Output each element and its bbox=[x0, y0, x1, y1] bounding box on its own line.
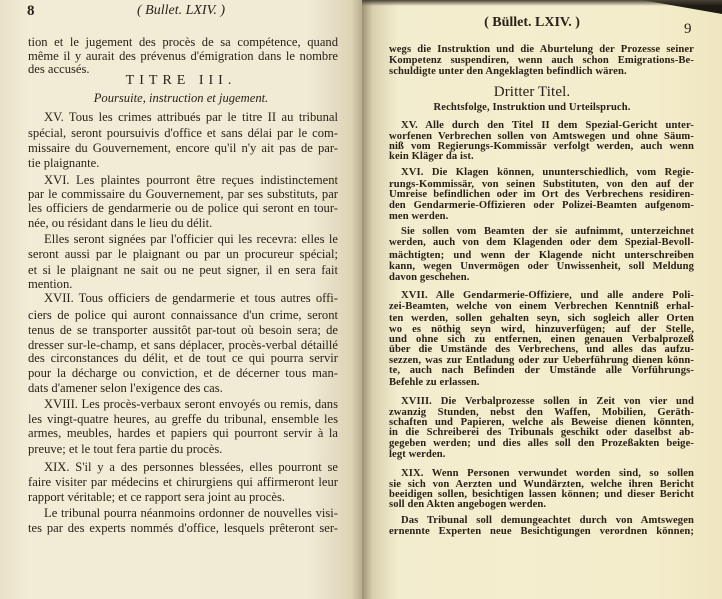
text-line: preuve; et le tout fera partie du procès. bbox=[28, 441, 223, 456]
text-line: davon geschehen. bbox=[389, 272, 470, 283]
text-line: tes par des experts nommés d'office, lesquels prêteront ser- bbox=[28, 520, 338, 535]
text-line: dats d'amener selon l'exigence des cas. bbox=[28, 380, 223, 395]
text-line: ten werden, sollen gehalten seyn, sich sogleich aller Orten bbox=[389, 313, 694, 324]
text-line: Elles seront signées par l'officier qui les recevra: elles le bbox=[44, 231, 338, 246]
text-line: in die Schreiberei des Tribunals geschikt oder daselbst ab- bbox=[389, 427, 694, 438]
text-line: armes, meubles, hardes et papiers qui pourront servir à la bbox=[28, 425, 338, 440]
text-line: worfenen Verbrechen sollen von Amtswegen und ohne Säum- bbox=[389, 131, 694, 142]
section-title: TITRE III. bbox=[125, 72, 237, 88]
text-line: XVIII. Les procès-verbaux seront envoyés ou remis, dans bbox=[44, 396, 338, 411]
text-line: Umreise befindlichen oder im Ort des Verbrechens residiren- bbox=[389, 189, 694, 200]
text-line: und ohne sich zu entfernen, einen genauen Verbalprozeß bbox=[389, 334, 694, 345]
text-line: seront aussi par le plaignant ou par un procureur spécial; bbox=[28, 246, 338, 261]
text-line: XVI. Die Klagen können, ununterschiedlich, vom Regie- bbox=[401, 167, 694, 178]
text-line: tenus de se transporter aussitôt par-tout où besoin sera; de bbox=[28, 322, 338, 337]
text-line: niß vom Regierungs-Kommissär verfolgt werden, auch wenn bbox=[389, 141, 694, 152]
text-line: gegeben werden; und dies alles soll den Prozeßakten beige- bbox=[389, 438, 694, 449]
text-line: mächtigten; und wenn der Klagende nicht unterschreiben bbox=[389, 250, 694, 261]
text-line: dresser sur-le-champ, et sans déplacer, procès-verbal détaillé bbox=[28, 337, 338, 352]
running-header: ( Bullet. LXIV. ) bbox=[136, 3, 225, 18]
text-line: spécial, seront poursuivis d'office et sans délai par le com- bbox=[28, 125, 338, 140]
text-line: ernennte Experten neue Besichtigungen verordnen können; bbox=[389, 526, 694, 537]
text-line: men werden. bbox=[389, 211, 449, 222]
text-line: des accusés. bbox=[28, 61, 90, 76]
text-line: Le tribunal pourra néanmoins ordonner de nouvelles visi- bbox=[44, 505, 338, 520]
text-line: des circonstances du délit, et de tout ce qui pourra servir bbox=[28, 350, 338, 365]
section-title: Dritter Titel. bbox=[493, 84, 571, 100]
text-line: même il y aurait des prévenus d'émigration dans le nombre bbox=[28, 48, 338, 63]
text-line: par le commissaire du Gouvernement, par ses substituts, par bbox=[28, 186, 338, 201]
text-line: XV. Alle durch den Titel II dem Spezial-Gericht unter- bbox=[401, 120, 694, 131]
text-line: kann, wegen Unvermögen oder Unwissenheit, soll Meldung bbox=[389, 261, 694, 272]
text-line: XV. Tous les crimes attribués par le titre II au tribunal bbox=[44, 109, 338, 124]
text-line: XVII. Alle Gendarmerie-Offiziere, und alle andere Poli- bbox=[401, 290, 694, 301]
text-line: mention. bbox=[28, 276, 73, 291]
text-line: et si le plaignant ne sait ou ne peut signer, il en sera fait bbox=[28, 262, 338, 277]
text-line: XIX. S'il y a des personnes blessées, elles pourront se bbox=[44, 459, 338, 474]
page-number: 8 bbox=[27, 3, 35, 19]
text-line: zei-Beamten, welche von einem Verbrechen Kenntniß erhal- bbox=[389, 301, 694, 312]
text-line: wegs die Instruktion und die Aburtelung der Prozesse seiner bbox=[389, 44, 694, 55]
text-line: XVI. Les plaintes pourront être reçues indistinctement bbox=[44, 172, 338, 187]
text-line: tie plaignante. bbox=[28, 155, 100, 170]
text-line: sezzen, was zur Entladung oder zur Ueberführung dienen könn- bbox=[389, 355, 694, 366]
text-line: les officiers de gendarmerie ou de police qui seront en tour- bbox=[28, 200, 338, 215]
text-line: XVIII. Die Verbalprozesse sollen in Zeit von vier und bbox=[401, 396, 694, 407]
text-line: XIX. Wenn Personen verwundet worden sind, so sollen bbox=[401, 468, 694, 479]
text-line: née, ou résidant dans le lieu du délit. bbox=[28, 215, 213, 230]
page-number: 9 bbox=[684, 21, 692, 37]
text-line: faire visiter par médecins et chirurgiens qui affirmeront leur bbox=[28, 474, 338, 489]
text-line: soll den Akten angebogen werden. bbox=[389, 499, 547, 510]
text-line: Das Tribunal soll demungeachtet durch von Amtswegen bbox=[401, 515, 694, 526]
text-line: kein Kläger da ist. bbox=[389, 151, 474, 162]
text-line: XVII. Tous officiers de gendarmerie et tous autres offi- bbox=[44, 290, 338, 305]
text-line: schuldigte unter den Angeklagten befindlich wären. bbox=[389, 66, 627, 77]
text-line: Befehle zu erlassen. bbox=[389, 377, 480, 388]
text-line: rungs-Kommissär, von seinen Substituten, von den auf der bbox=[389, 179, 694, 190]
text-line: sie sich von Aerzten und Wundärzten, welche ihren Bericht bbox=[389, 479, 694, 490]
text-line: ciers de police qui auront connaissance d'un crime, seront bbox=[28, 307, 338, 322]
binding-shadow bbox=[362, 0, 722, 6]
text-line: wo es nöthig seyn wird, hinzuverfügen; auf der Stelle, bbox=[389, 324, 694, 335]
text-line: beeidigen sollen, besichtigen lassen können; und dieser Bericht bbox=[389, 489, 694, 500]
text-line: les vingt-quatre heures, au greffe du tribunal, ensemble les bbox=[28, 411, 338, 426]
text-line: tion et le jugement des procès de sa compétence, quand bbox=[28, 34, 338, 49]
text-line: Sie sollen vom Beamten der sie aufnimmt, unterzeichnet bbox=[401, 226, 694, 237]
text-line: zwanzig Stunden, nebst den Waffen, Mobilien, Geräth- bbox=[389, 407, 694, 418]
text-line: legt werden. bbox=[389, 449, 446, 460]
section-subtitle: Poursuite, instruction et jugement. bbox=[93, 90, 269, 105]
running-header: ( Büllet. LXIV. ) bbox=[484, 15, 580, 30]
section-subtitle: Rechtsfolge, Instruktion und Urteilspruch. bbox=[433, 102, 631, 113]
text-line: schaften und Papieren, welche als Beweise dienen könnten, bbox=[389, 417, 694, 428]
text-line: pour la décharge ou conviction, et de décerner tous man- bbox=[28, 365, 338, 380]
text-line: über die Umstände des Verbrechens, und alles das aufzu- bbox=[389, 344, 694, 355]
text-line: te, auch nach Befinden der Umstände alle Vorführungs- bbox=[389, 365, 694, 376]
right-page bbox=[362, 0, 722, 599]
text-line: den Gendarmerie-Offizieren oder Polizei-Beamten aufgenom- bbox=[389, 200, 694, 211]
text-line: missaire du Gouvernement, encore qu'il n'y ait pas de par- bbox=[28, 140, 338, 155]
text-line: Kompetenz suspendiren, wenn auch schon Emigrations-Be- bbox=[389, 55, 694, 66]
text-line: werden, auch von dem Klagenden oder dem Spezial-Bevoll- bbox=[389, 237, 694, 248]
text-line: rapport véritable; et ce rapport sera joint au procès. bbox=[28, 489, 286, 504]
